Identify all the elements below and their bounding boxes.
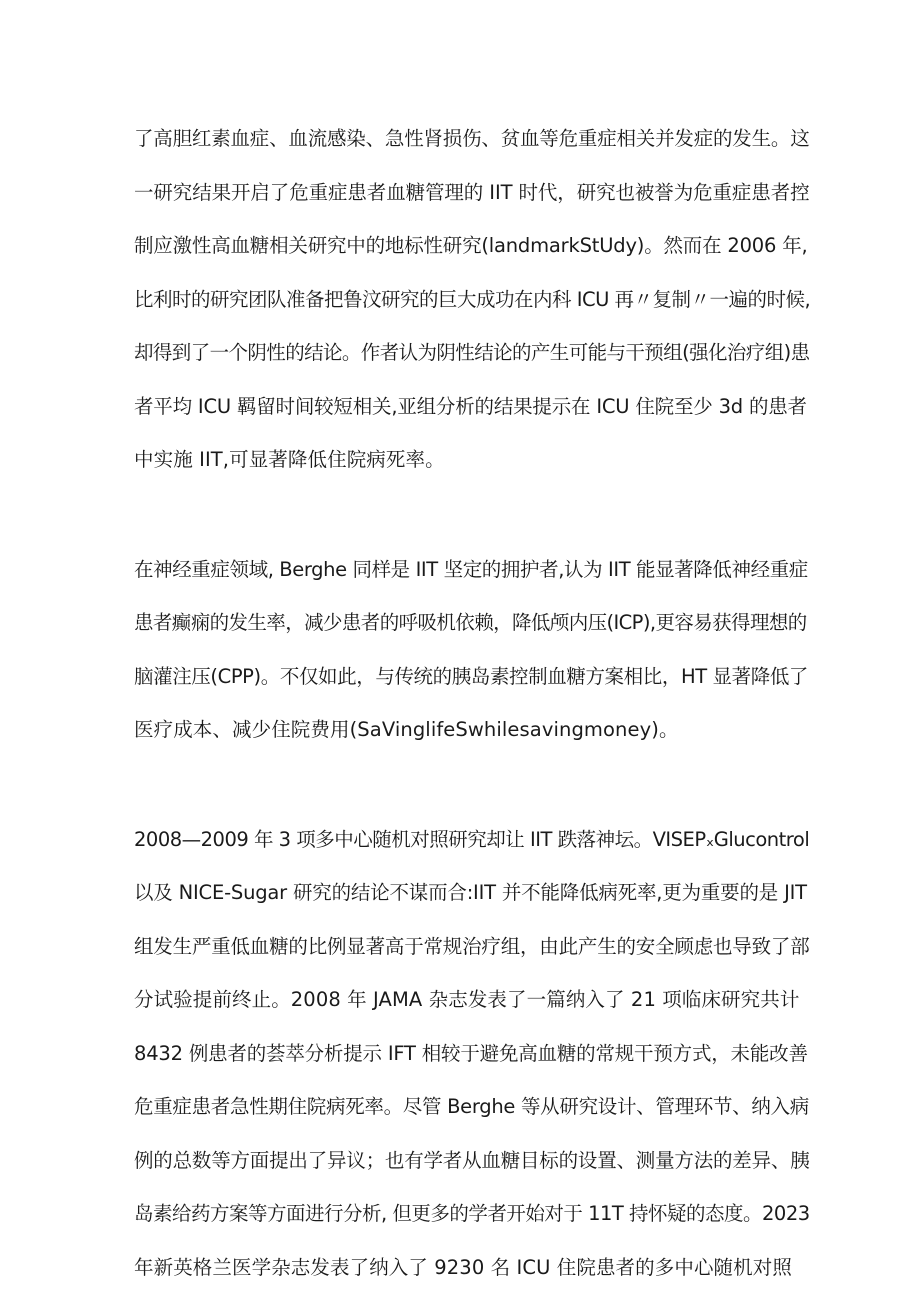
text-line: 一研究结果开启了危重症患者血糖管理的 IIT 时代，研究也被誉为危重症患者控 xyxy=(134,180,810,204)
paragraph-3 xyxy=(134,813,810,1295)
text-line: 2008—2009 年 3 项多中心随机对照研究却让 IIT 跌落神坛。VISEPₓGlucontrol xyxy=(134,827,810,851)
text-line: 中实施 IIT,可显著降低住院病死率。 xyxy=(134,448,445,471)
text-line: 以及 NICE-Sugar 研究的结论不谋而合:IIT 并不能降低病死率,更为重要的是 JIT xyxy=(134,881,807,904)
text-line: 危重症患者急性期住院病死率。尽管 Berghe 等从研究设计、管理环节、纳入病 xyxy=(134,1095,809,1118)
text-line: 了高胆红素血症、血流感染、急性肾损伤、贫血等危重症相关并发症的发生。这 xyxy=(134,127,810,150)
paragraph-2 xyxy=(134,543,810,757)
text-line: 脑灌注压(CPP)。不仅如此，与传统的胰岛素控制血糖方案相比，HT 显著降低了 xyxy=(134,664,809,688)
text-line: 者平均 ICU 羁留时间较短相关,亚组分析的结果提示在 ICU 住院至少 3d 的患者 xyxy=(134,394,807,418)
text-line: 8432 例患者的荟萃分析提示 IFT 相较于避免高血糖的常规干预方式，未能改善 xyxy=(134,1041,808,1065)
text-line: 比利时的研究团队准备把鲁汶研究的巨大成功在内科 ICU 再〃复制〃一遍的时候, xyxy=(134,287,811,311)
text-line: 患者癫痫的发生率，减少患者的呼吸机依赖，降低颅内压(ICP),更容易获得理想的 xyxy=(134,611,807,634)
text-line: 组发生严重低血糖的比例显著高于常规治疗组，由此产生的安全顾虑也导致了部 xyxy=(134,934,810,958)
paragraph-spacer xyxy=(134,757,810,813)
text-line: 例的总数等方面提出了异议；也有学者从血糖目标的设置、测量方法的差异、胰 xyxy=(134,1148,810,1172)
text-line: 制应激性高血糖相关研究中的地标性研究(landmarkStUdy)。然而在 2006 年, xyxy=(134,234,808,257)
paragraph-1 xyxy=(134,112,810,487)
text-line: 岛素给药方案等方面进行分析, 但更多的学者开始对于 11T 持怀疑的态度。2023 xyxy=(134,1202,810,1225)
text-line: 医疗成本、减少住院费用(SaVinglifeSwhilesavingmoney)。 xyxy=(134,718,679,741)
paragraph-spacer xyxy=(134,487,810,543)
text-line: 分试验提前终止。2008 年 JAMA 杂志发表了一篇纳入了 21 项临床研究共计 xyxy=(134,988,800,1011)
text-line: 在神经重症领域, Berghe 同样是 IIT 坚定的拥护者,认为 IIT 能显著降低神经重症 xyxy=(134,557,808,581)
text-line: 却得到了一个阴性的结论。作者认为阴性结论的产生可能与干预组(强化治疗组)患 xyxy=(134,341,810,364)
text-line: 年新英格兰医学杂志发表了纳入了 9230 名 ICU 住院患者的多中心随机对照 xyxy=(134,1255,792,1279)
